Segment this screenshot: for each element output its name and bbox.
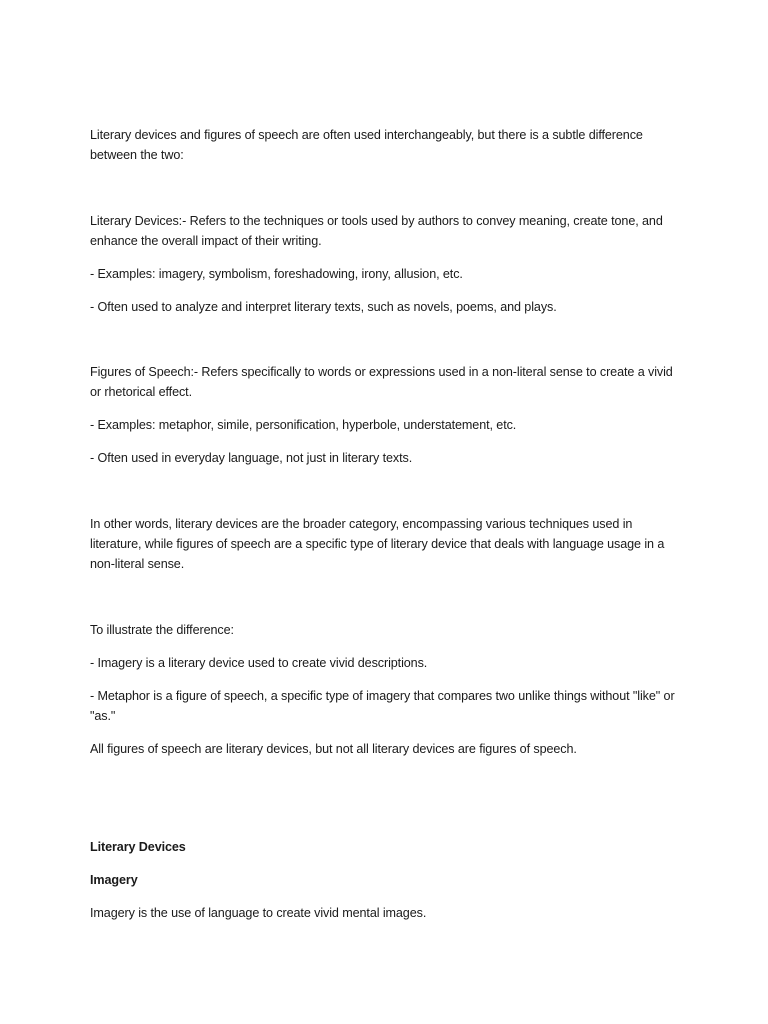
literary-devices-examples: - Examples: imagery, symbolism, foreshadowing, irony, allusion, etc. <box>90 267 463 281</box>
illustrate-imagery: - Imagery is a literary device used to create vivid descriptions. <box>90 656 428 670</box>
other-words-paragraph: In other words, literary devices are the broader category, encompassing various techniques used in literature, while figures of speech are a specific type of literary device that deals with language usage in a non-literal sense. <box>90 517 665 571</box>
figures-of-speech-usage: - Often used in everyday language, not just in literary texts. <box>90 451 413 465</box>
illustrate-intro: To illustrate the difference: <box>90 623 234 637</box>
intro-paragraph: Literary devices and figures of speech are often used interchangeably, but there is a subtle difference between the two: <box>90 128 643 162</box>
section-heading: Literary Devices <box>90 840 186 854</box>
literary-devices-usage: - Often used to analyze and interpret literary texts, such as novels, poems, and plays. <box>90 300 557 314</box>
conclusion-paragraph: All figures of speech are literary devices, but not all literary devices are figures of speech. <box>90 742 577 756</box>
imagery-subheading: Imagery <box>90 873 138 887</box>
literary-devices-definition: Literary Devices:- Refers to the techniques or tools used by authors to convey meaning, create tone, and enhance the overall impact of their writing. <box>90 214 663 248</box>
figures-of-speech-examples: - Examples: metaphor, simile, personification, hyperbole, understatement, etc. <box>90 418 517 432</box>
imagery-definition: Imagery is the use of language to create vivid mental images. <box>90 906 427 920</box>
illustrate-metaphor: - Metaphor is a figure of speech, a specific type of imagery that compares two unlike things without "like" or "as." <box>90 689 675 723</box>
figures-of-speech-definition: Figures of Speech:- Refers specifically to words or expressions used in a non-literal sense to create a vivid or rhetorical effect. <box>90 365 673 399</box>
